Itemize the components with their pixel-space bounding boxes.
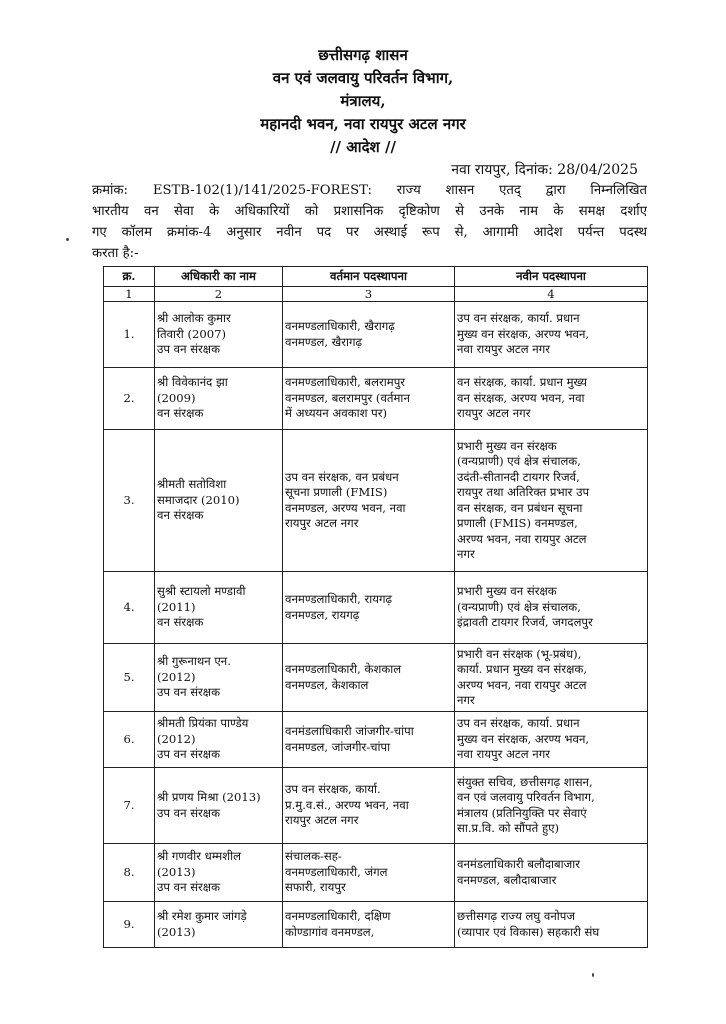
current-posting-line: रायपुर अटल नगर <box>285 813 359 828</box>
table-row <box>104 302 648 368</box>
new-posting-line: उप वन संरक्षक, कार्या. प्रधान <box>457 716 580 731</box>
table-row <box>104 368 648 430</box>
new-posting-line: नगर <box>457 547 475 561</box>
officer-name-cell <box>155 844 283 902</box>
current-posting-line: वनमण्डलाधिकारी, खैरागढ़ <box>285 319 395 333</box>
new-posting-line: इंद्रावती टायगर रिजर्व, जगदलपुर <box>457 615 593 630</box>
officer-name-cell <box>155 302 283 368</box>
new-posting-line: वनमण्डल, बलौदाबाजार <box>457 872 557 887</box>
current-posting-cell <box>283 644 455 712</box>
current-posting-cell <box>283 712 455 768</box>
serial-number-cell: 5. <box>104 644 155 712</box>
new-posting-line: (वन्यप्राणी) एवं क्षेत्र संचालक, <box>457 454 581 468</box>
officer-name-line: श्री प्रणय मिश्रा (2013) <box>157 790 261 804</box>
new-posting-line: मुख्य वन संरक्षक, अरण्य भवन, <box>457 326 590 341</box>
col-number-3: 3 <box>283 287 455 302</box>
officer-name-line: उप वन संरक्षक <box>157 342 220 357</box>
new-posting-line: वन संरक्षक, अरण्य भवन, नवा <box>457 390 585 405</box>
scan-speck <box>592 973 594 977</box>
current-posting-line: संचालक-सह- <box>285 849 342 864</box>
officer-name-line: उप वन संरक्षक <box>157 880 220 895</box>
new-posting-line: प्रणाली (FMIS) वनमण्डल, <box>457 516 578 530</box>
header-current-posting: वर्तमान पदस्थापना <box>283 267 455 287</box>
header-line-address: महानदी भवन, नवा रायपुर अटल नगर <box>260 115 466 133</box>
officer-name-cell <box>155 430 283 572</box>
new-posting-line: सा.प्र.वि. को सौंपते हुए) <box>457 821 560 835</box>
new-posting-cell <box>455 768 648 844</box>
new-posting-line: (वन्यप्राणी) एवं क्षेत्र संचालक, <box>457 599 581 614</box>
officer-name-line: श्री गुरूनाथन एन. <box>157 654 231 669</box>
officer-name-line: श्रीमती सतोविशा <box>157 477 227 492</box>
new-posting-line: उदंती-सीतानदी टायगर रिजर्व, <box>457 469 580 484</box>
serial-number-cell: 4. <box>104 572 155 644</box>
current-posting-line: वनमण्डलाधिकारी, दक्षिण <box>285 909 391 923</box>
officer-name-cell <box>155 712 283 768</box>
table-row <box>104 644 648 712</box>
new-posting-cell <box>455 302 648 368</box>
new-posting-line: वन एवं जलवायु परिवर्तन विभाग, <box>457 790 595 804</box>
serial-number-cell: 2. <box>104 368 155 430</box>
new-posting-cell <box>455 644 648 712</box>
new-posting-line: संयुक्त सचिव, छत्तीसगढ़ शासन, <box>457 774 593 789</box>
header-officer-name: अधिकारी का नाम <box>155 267 283 287</box>
officer-name-line: उप वन संरक्षक <box>157 685 220 700</box>
table-row <box>104 430 648 572</box>
new-posting-line: मंत्रालय (प्रतिनियुक्ति पर सेवाएं <box>457 805 587 820</box>
officer-name-cell <box>155 368 283 430</box>
col-number-1: 1 <box>104 287 155 302</box>
officer-name-line: (2012) <box>157 731 196 746</box>
officer-name-line: श्रीमती प्रियंका पाण्डेय <box>157 716 249 731</box>
new-posting-cell <box>455 430 648 572</box>
table-row <box>104 768 648 844</box>
officer-name-line: श्री रमेश कुमार जांगड़े <box>157 909 247 923</box>
new-posting-cell <box>455 844 648 902</box>
current-posting-line: वनमण्डल, बलरामपुर (वर्तमान <box>285 390 410 405</box>
current-posting-cell <box>283 430 455 572</box>
current-posting-line: वनमण्डल, खैरागढ़ <box>285 334 363 349</box>
new-posting-line: नवा रायपुर अटल नगर <box>457 342 551 357</box>
officer-name-line: श्री आलोक कुमार <box>157 311 231 326</box>
current-posting-line: कोण्डागांव वनमण्डल, <box>285 924 375 939</box>
officer-name-line: (2009) <box>157 390 196 405</box>
table-body <box>104 302 648 948</box>
new-posting-line: प्रभारी वन संरक्षक (भू-प्रबंध), <box>457 646 582 661</box>
new-posting-cell <box>455 902 648 948</box>
current-posting-line: उप वन संरक्षक, कार्या. <box>285 782 381 797</box>
officer-name-line: वन संरक्षक <box>157 615 204 630</box>
col-number-4: 4 <box>455 287 648 302</box>
officer-name-line: सुश्री स्टायलो मण्डावी <box>157 584 246 599</box>
new-posting-line: वनमंडलाधिकारी बलौदाबाजार <box>457 857 580 871</box>
table-row <box>104 902 648 948</box>
current-posting-line: वनमण्डल, अरण्य भवन, नवा <box>285 500 406 515</box>
current-posting-line: रायपुर अटल नगर <box>285 516 359 530</box>
header-line-govt: छत्तीसगढ़ शासन <box>318 46 408 64</box>
officer-name-line: (2011) <box>157 599 196 614</box>
serial-number-cell: 6. <box>104 712 155 768</box>
order-paragraph <box>92 180 647 264</box>
current-posting-line: सफारी, रायपुर <box>285 880 346 895</box>
order-line-1: क्रमांक: ESTB-102(1)/141/2025-FOREST: राज्य शासन एतद् द्वारा निम्नलिखित <box>92 183 647 198</box>
current-posting-cell <box>283 368 455 430</box>
order-line-2: भारतीय वन सेवा के अधिकारियों को प्रशासनिक दृष्टिकोण से उनके नाम के समक्ष दर्शाए <box>92 204 647 219</box>
table-row <box>104 572 648 644</box>
posting-table <box>103 266 648 948</box>
officer-name-line: (2013) <box>157 924 196 939</box>
new-posting-line: नगर <box>457 693 475 707</box>
current-posting-line: वनमण्डल, रायगढ़ <box>285 607 360 622</box>
current-posting-line: वनमंडलाधिकारी जांजगीर-चांपा <box>285 724 414 738</box>
officer-name-line: वन संरक्षक <box>157 508 204 523</box>
current-posting-line: वनमण्डलाधिकारी, बलरामपुर <box>285 375 406 390</box>
current-posting-cell <box>283 844 455 902</box>
officer-name-line: (2012) <box>157 669 196 684</box>
letterhead <box>0 44 726 159</box>
header-serial: क्र. <box>104 267 155 287</box>
new-posting-line: उप वन संरक्षक, कार्या. प्रधान <box>457 311 580 326</box>
officer-name-cell <box>155 644 283 712</box>
new-posting-line: प्रभारी मुख्य वन संरक्षक <box>457 584 557 599</box>
officer-name-line: श्री गणवीर धम्मशील <box>157 849 241 864</box>
col-number-2: 2 <box>155 287 283 302</box>
current-posting-line: वनमण्डलाधिकारी, जंगल <box>285 864 388 879</box>
serial-number-cell: 9. <box>104 902 155 948</box>
order-line-3: गए कॉलम क्रमांक-4 अनुसार नवीन पद पर अस्थाई रूप से, आगामी आदेश पर्यन्त पदस्थ <box>92 225 647 240</box>
current-posting-line: प्र.मु.व.सं., अरण्य भवन, नवा <box>285 797 409 812</box>
column-number-row <box>104 287 648 302</box>
table-header-row <box>104 267 648 287</box>
new-posting-line: वन संरक्षक, कार्या. प्रधान मुख्य <box>457 375 588 390</box>
current-posting-line: में अध्ययन अवकाश पर) <box>285 406 388 421</box>
new-posting-line: नवा रायपुर अटल नगर <box>457 747 551 762</box>
new-posting-cell <box>455 712 648 768</box>
officer-name-line: तिवारी (2007) <box>157 326 227 341</box>
order-line-4: करता है:- <box>92 246 139 261</box>
header-new-posting: नवीन पदस्थापना <box>455 267 648 287</box>
header-line-ministry: मंत्रालय, <box>340 92 386 110</box>
new-posting-line: छत्तीसगढ़ राज्य लघु वनोपज <box>457 909 575 923</box>
new-posting-line: प्रभारी मुख्य वन संरक्षक <box>457 438 557 453</box>
current-posting-cell <box>283 902 455 948</box>
new-posting-line: रायपुर अटल नगर <box>457 406 531 421</box>
new-posting-line: अरण्य भवन, नवा रायपुर अटल <box>457 531 587 546</box>
current-posting-line: उप वन संरक्षक, वन प्रबंधन <box>285 469 399 484</box>
officer-name-line: समाजदार (2010) <box>157 492 240 507</box>
officer-name-cell <box>155 572 283 644</box>
table-row <box>104 844 648 902</box>
new-posting-line: कार्या. प्रधान मुख्य वन संरक्षक, <box>457 662 588 676</box>
current-posting-line: वनमण्डलाधिकारी, केशकाल <box>285 662 402 676</box>
officer-name-line: श्री विवेकानंद झा <box>157 375 228 390</box>
new-posting-cell <box>455 572 648 644</box>
current-posting-cell <box>283 572 455 644</box>
order-dateline: नवा रायपुर, दिनांक: 28/04/2025 <box>451 162 638 178</box>
current-posting-line: सूचना प्रणाली (FMIS) <box>285 485 388 499</box>
current-posting-cell <box>283 768 455 844</box>
new-posting-line: (व्यापार एवं विकास) सहकारी संघ <box>457 924 600 939</box>
officer-name-line: उप वन संरक्षक <box>157 747 220 762</box>
current-posting-cell <box>283 302 455 368</box>
serial-number-cell: 7. <box>104 768 155 844</box>
officer-name-cell <box>155 768 283 844</box>
serial-number-cell: 1. <box>104 302 155 368</box>
serial-number-cell: 3. <box>104 430 155 572</box>
new-posting-line: अरण्य भवन, नवा रायपुर अटल <box>457 677 587 692</box>
officer-name-line: उप वन संरक्षक <box>157 805 220 820</box>
current-posting-line: वनमण्डल, केशकाल <box>285 677 369 692</box>
current-posting-line: वनमण्डलाधिकारी, रायगढ़ <box>285 592 393 606</box>
officer-name-line: (2013) <box>157 864 196 879</box>
new-posting-cell <box>455 368 648 430</box>
scan-speck <box>66 238 69 241</box>
officer-name-line: वन संरक्षक <box>157 406 204 421</box>
new-posting-line: मुख्य वन संरक्षक, अरण्य भवन, <box>457 731 590 746</box>
header-line-order: // आदेश // <box>330 138 396 156</box>
current-posting-line: वनमण्डल, जांजगीर-चांपा <box>285 739 391 754</box>
new-posting-line: रायपुर तथा अतिरिक्त प्रभार उप <box>457 485 590 499</box>
serial-number-cell: 8. <box>104 844 155 902</box>
header-line-dept: वन एवं जलवायु परिवर्तन विभाग, <box>272 69 454 87</box>
table-row <box>104 712 648 768</box>
officer-name-cell <box>155 902 283 948</box>
new-posting-line: वन संरक्षक, वन प्रबंधन सूचना <box>457 500 583 515</box>
